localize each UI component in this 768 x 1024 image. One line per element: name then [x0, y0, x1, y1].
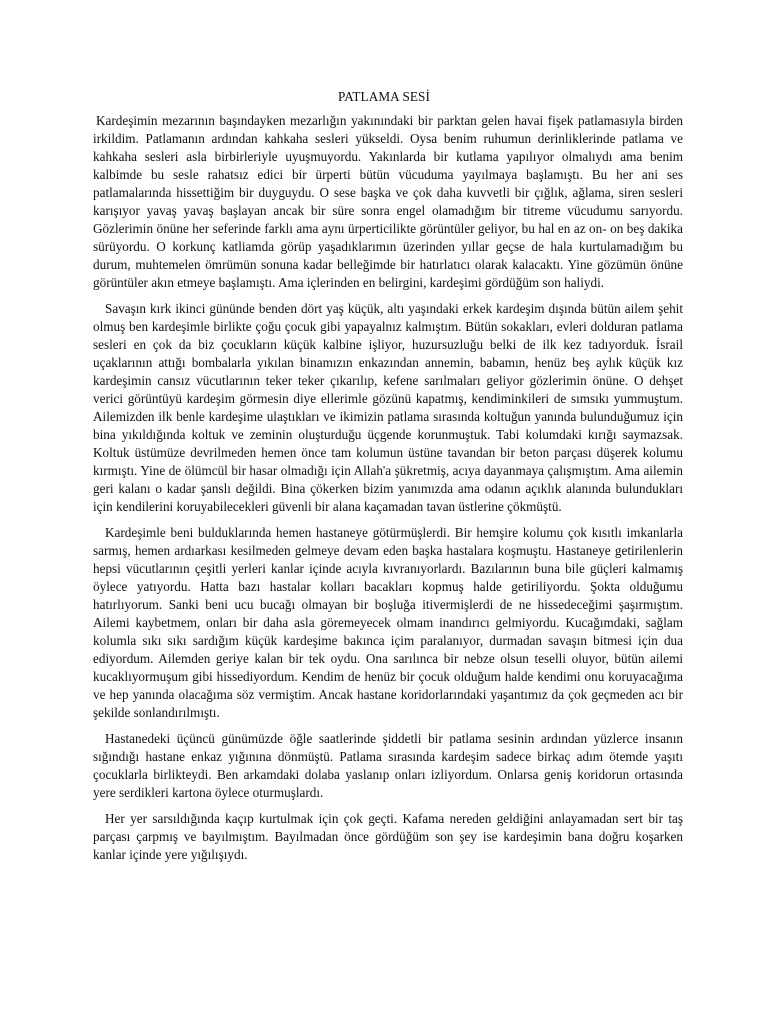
- paragraph-2: Savaşın kırk ikinci gününde benden dört yaş küçük, altı yaşındaki erkek kardeşim dışında bütün ailem şehit olmuş ben kardeşimle birlikte çoğu çocuk gibi yapayalnız kalmıştım. Bütün sokakları, evleri dolduran patlama sesleri en çok da biz çocukların küçük kalbine işliyor, huzursuzluğu belki de ilk kez tadıyorduk. İsrail uçaklarının attığı bombalarla yıkılan binamızın enkazından annemin, babamın, henüz beş aylık küçük kız kardeşimin cansız vücutlarının teker teker çıkarılıp, kefene sarılmaları geliyor gözlerimin önüne. O dehşet verici görüntüyü kardeşim görmesin diye ellerimle gözünü kapatmış, kendiminkileri de sımsıkı yummuştum. Ailemizden ilk benle kardeşime ulaştıkları ve ikimizin patlama sırasında koltuğun yanında bulunduğumuz için bina yıkıldığında koltuk ve zeminin oluşturduğu üçgende korunmuştuk. Tabi kolumdaki kırığı saymazsak. Koltuk üstümüze devrilmeden hemen önce tam kolumun üstüne tavandan bir beton parçası düşerek kolumu kırmıştı. Yine de ölümcül bir hasar olmadığı için Allah'a şükretmiş, acıya dayanmaya çalışmıştım. Ama ailemin geri kalanı o kadar şanslı değildi. Bina çökerken bizim yanımızda ama odanın açıklık alanında bulundukları için kendilerini koruyabilecekleri güvenli bir alana kaçamadan tavan üstlerine çökmüştü.: [93, 301, 683, 514]
- paragraph-5: Her yer sarsıldığında kaçıp kurtulmak için çok geçti. Kafama nereden geldiğini anlayamadan sert bir taş parçası çarpmış ve bayılmıştım. Bayılmadan önce gördüğüm son şey ise kardeşimin bana doğru koşarken kanlar içinde yere yığılışıydı.: [93, 811, 683, 862]
- paragraph-4: Hastanedeki üçüncü günümüzde öğle saatlerinde şiddetli bir patlama sesinin ardından yüzlerce insanın sığındığı hastane enkaz yığınına dönmüştü. Patlama sırasında kardeşim sadece birkaç adım ötemde yaşıtı çocuklarla birlikteydi. Ben arkamdaki dolaba yaslanıp onları izliyordum. Onlarsa geniş koridorun ortasında yere serdikleri kartona öylece oturmuşlardı.: [93, 731, 683, 800]
- paragraph-1: Kardeşimin mezarının başındayken mezarlığın yakınındaki bir parktan gelen havai fişek patlamasıyla birden irkildim. Patlamanın ardından kahkaha sesleri yükseldi. Oysa benim ruhumun derinliklerinde patlama ve kahkaha sesleri asla birbirleriyle uyuşmuyordu. Yakınlarda bir kutlama yapılıyor olmalıydı ama benim kalbimde bu sesle rahatsız edici bir ürperti bütün vücuduma yayılmaya başlamıştı. Bu her ani ses patlamalarında hissettiğim bir duyguydu. O sese başka ve çok daha kuvvetli bir çığlık, ağlama, siren sesleri karışıyor yavaş yavaş başlayan ancak bir süre sonra engel olamadığım bir titreme vücudumu sarıyordu. Gözlerimin önüne her seferinde farklı ama aynı ürperticilikte görüntüler geliyor, bu hal en az on- on beş dakika sürüyordu. O korkunç katliamda görüp yaşadıklarımın üzerinden yıllar geçse de hala kurtulamadığım bu durum, muhtemelen ömrümün sonuna kadar belleğimde bir hatırlatıcı olarak kalacaktı. Yine gözümün önüne görüntüler akın etmeye başlamıştı. Ama içlerinden en belirgini, kardeşimi gördüğüm son haliydi.: [93, 113, 683, 290]
- document-title: PATLAMA SESİ: [338, 89, 430, 104]
- paragraph-3: Kardeşimle beni bulduklarında hemen hastaneye götürmüşlerdi. Bir hemşire kolumu çok kısıtlı imkanlarla sarmış, hemen ardıarkası kesilmeden gelmeye devam eden başka hastalara koşmuştu. Hastaneye getirilenlerin hepsi vücutlarının çeşitli yerleri kanlar içinde acıyla kıvranıyorlardı. Bazılarının buna bile güçleri kalmamış öylece yatıyordu. Hatta bazı hastalar kolları bacakları kopmuş halde getiriliyordu. Şokta olduğumu hatırlıyorum. Sanki beni ucu bucağı olmayan bir boşluğa itivermişlerdi de ne hissedeceğimi şaşırmıştım. Ailemi kaybetmem, onları bir daha asla göremeyecek olmam inandırıcı gelmiyordu. Kucağımdaki, sağlam kolumla sıkı sıkı sardığım küçük kardeşime bakınca içim paralanıyor, durmadan savaşın bitmesi için dua ediyordum. Ailemden geriye kalan bir tek oydu. Ona sarılınca bir nebze olsun teselli oluyor, bütün ailemi kucaklıyormuşum gibi hissediyordum. Kendim de henüz bir çocuk olduğum halde kendimi onu koruyacağıma ve hep yanında olacağıma söz vermiştim. Ancak hastane koridorlarındaki yaşantımız da çok geçmeden acı bir şekilde sonlandırılmıştı.: [93, 525, 683, 720]
- document-body: [93, 112, 683, 872]
